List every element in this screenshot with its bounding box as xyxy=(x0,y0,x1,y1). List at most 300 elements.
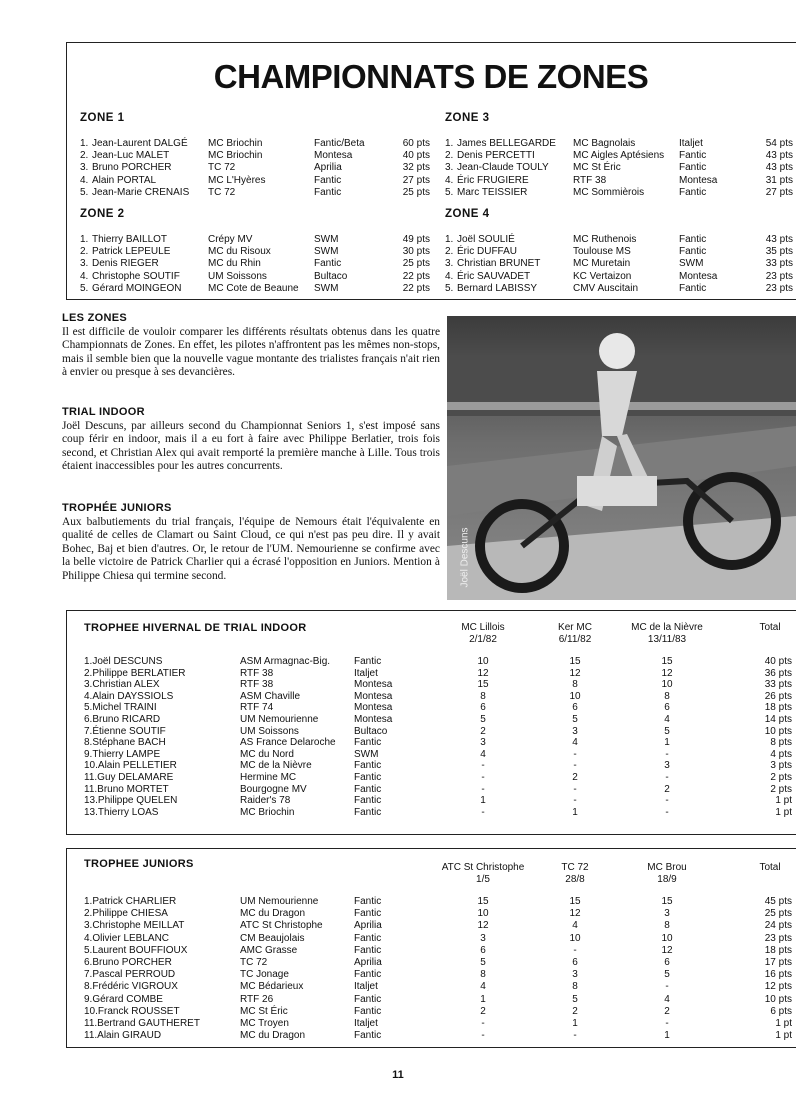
bike: Montesa xyxy=(314,150,353,162)
total-points: 10 pts xyxy=(764,993,792,1005)
bike: Italjet xyxy=(354,981,378,993)
event-3-points: - xyxy=(665,981,669,993)
total-points: 10 pts xyxy=(764,725,792,737)
total-points: 18 pts xyxy=(764,702,792,714)
rank: 2. xyxy=(445,150,454,162)
event-3-points: 8 xyxy=(664,920,670,932)
standings-row xyxy=(84,1030,796,1042)
zone-3-table xyxy=(445,138,793,199)
event-2-points: 3 xyxy=(572,725,578,737)
total-points: 33 pts xyxy=(764,679,792,691)
bike: Aprilia xyxy=(354,956,382,968)
club: MC du Nord xyxy=(240,748,294,760)
rank: 5. xyxy=(80,186,89,198)
rider-name: 9.Gérard COMBE xyxy=(84,993,163,1005)
points: 27 pts xyxy=(402,174,430,186)
bike: Fantic xyxy=(354,737,382,749)
rider-name: 8.Stéphane BACH xyxy=(84,737,166,749)
club: TC 72 xyxy=(208,186,236,198)
club: MC du Dragon xyxy=(240,1030,306,1042)
bike: Fantic xyxy=(354,795,382,807)
club: RTF 38 xyxy=(573,174,607,186)
rank: 1. xyxy=(445,138,454,149)
event-2-points: 4 xyxy=(572,920,578,932)
points: 25 pts xyxy=(402,186,430,198)
article-heading: TRIAL INDOOR xyxy=(62,406,145,418)
event-2-points: - xyxy=(573,783,577,795)
rider-name: 4.Olivier LEBLANC xyxy=(84,932,170,944)
event-2-points: 2 xyxy=(572,1005,578,1017)
points: 43 pts xyxy=(765,162,793,174)
club: MC du Rhin xyxy=(208,258,261,270)
points: 40 pts xyxy=(402,150,430,162)
points: 30 pts xyxy=(402,246,430,258)
rank: 5. xyxy=(445,282,454,294)
total-points: 14 pts xyxy=(764,713,792,725)
club: TC 72 xyxy=(208,162,236,174)
juniors-event-3: MC Brou 18/9 xyxy=(647,862,687,885)
total-points: 1 pt xyxy=(775,1030,792,1042)
event-1-points: - xyxy=(481,806,485,818)
rider-name: 2.Philippe CHIESA xyxy=(84,908,168,920)
standings-row xyxy=(84,957,796,969)
article-heading: TROPHÉE JUNIORS xyxy=(62,502,172,514)
club: KC Vertaizon xyxy=(573,270,632,282)
total-points: 2 pts xyxy=(770,783,792,795)
zone-2-table xyxy=(80,234,430,295)
club: UM Soissons xyxy=(208,270,267,282)
zone-4-table xyxy=(445,234,793,295)
rank: 4. xyxy=(445,270,454,282)
indoor-event-2: Ker MC 6/11/82 xyxy=(558,622,592,645)
rider-name: Jean-Luc MALET xyxy=(92,150,170,162)
rider-name: 11.Alain GIRAUD xyxy=(84,1030,162,1042)
bike: Fantic xyxy=(354,783,382,795)
event-2-points: 12 xyxy=(569,908,581,920)
zone-4-heading: ZONE 4 xyxy=(445,208,490,220)
event-3-points: 10 xyxy=(661,932,673,944)
club: Raider's 78 xyxy=(240,795,291,807)
club: MC du Risoux xyxy=(208,246,271,258)
club: UM Soissons xyxy=(240,725,299,737)
zone-result-row xyxy=(445,175,793,187)
rider-name: 1.Patrick CHARLIER xyxy=(84,896,177,907)
zone-result-row xyxy=(80,234,430,246)
rider-illustration xyxy=(447,316,796,600)
standings-row xyxy=(84,668,796,680)
event-3-points: 4 xyxy=(664,713,670,725)
zone-result-row xyxy=(445,258,793,270)
bike: Aprilia xyxy=(314,162,342,174)
bike: Fantic xyxy=(354,908,382,920)
rank: 4. xyxy=(445,174,454,186)
bike: SWM xyxy=(354,748,379,760)
total-points: 16 pts xyxy=(764,969,792,981)
indoor-event-1: MC Lillois 2/1/82 xyxy=(461,622,505,645)
rank: 1. xyxy=(445,234,454,245)
rider-name: Joël SOULIÉ xyxy=(457,234,515,245)
event-3-points: - xyxy=(665,771,669,783)
zone-result-row xyxy=(80,175,430,187)
event-1-points: 6 xyxy=(480,944,486,956)
event-1-points: 12 xyxy=(477,667,489,679)
bike: Fantic xyxy=(354,896,382,907)
rider-name: Christophe SOUTIF xyxy=(92,270,180,282)
article-trial-indoor xyxy=(62,406,440,474)
club: TC Jonage xyxy=(240,969,289,981)
event-2-points: 12 xyxy=(569,667,581,679)
event-3-points: 3 xyxy=(664,760,670,772)
rider-name: Bernard LABISSY xyxy=(457,282,538,294)
zone-result-row xyxy=(80,258,430,270)
club: Crépy MV xyxy=(208,234,253,245)
bike: Bultaco xyxy=(314,270,348,282)
event-1-points: 4 xyxy=(480,981,486,993)
rider-name: Jean-Marie CRENAIS xyxy=(92,186,190,198)
club: MC Aigles Aptésiens xyxy=(573,150,665,162)
standings-row xyxy=(84,908,796,920)
rank: 3. xyxy=(445,162,454,174)
event-3-points: - xyxy=(665,806,669,818)
club: MC L'Hyères xyxy=(208,174,266,186)
club: MC Briochin xyxy=(208,150,263,162)
club: RTF 74 xyxy=(240,702,274,714)
article-text: Joël Descuns, par ailleurs second du Championnat Seniors 1, s'est imposé sans coup férir en indoor, mais il a eu fort à faire avec Philippe Berlatier, trois fois second, et Christian Alex qui avait remporté la première manche à Lille. Tous trois étaient inaccessibles pour les autres concurrents. xyxy=(62,419,440,472)
points: 35 pts xyxy=(765,246,793,258)
points: 60 pts xyxy=(402,138,430,149)
total-points: 12 pts xyxy=(764,981,792,993)
rider-name: 1.Joël DESCUNS xyxy=(84,656,163,667)
club: AS France Delaroche xyxy=(240,737,336,749)
zone-result-row xyxy=(80,187,430,199)
bike: SWM xyxy=(314,282,339,294)
standings-row xyxy=(84,795,796,807)
rank: 3. xyxy=(445,258,454,270)
bike: Fantic xyxy=(354,656,382,667)
event-3-points: 5 xyxy=(664,969,670,981)
standings-row xyxy=(84,945,796,957)
club: MC St Éric xyxy=(573,162,621,174)
rider-name: 5.Laurent BOUFFIOUX xyxy=(84,944,188,956)
standings-row xyxy=(84,994,796,1006)
standings-row xyxy=(84,749,796,761)
club: ASM Armagnac-Big. xyxy=(240,656,331,667)
bike: Fantic xyxy=(354,944,382,956)
event-1-points: 15 xyxy=(477,896,489,907)
bike: SWM xyxy=(679,258,704,270)
club: MC St Éric xyxy=(240,1005,288,1017)
club: UM Nemourienne xyxy=(240,713,319,725)
event-2-points: 5 xyxy=(572,713,578,725)
standings-row xyxy=(84,1006,796,1018)
bike: SWM xyxy=(314,246,339,258)
event-2-points: 8 xyxy=(572,981,578,993)
bike: Fantic xyxy=(314,174,342,186)
points: 22 pts xyxy=(402,282,430,294)
rank: 2. xyxy=(445,246,454,258)
event-2-points: 5 xyxy=(572,993,578,1005)
total-points: 3 pts xyxy=(770,760,792,772)
event-2-points: 1 xyxy=(572,1017,578,1029)
bike: Italjet xyxy=(679,138,703,149)
rank: 1. xyxy=(80,138,89,149)
standings-row xyxy=(84,981,796,993)
rider-name: 4.Alain DAYSSIOLS xyxy=(84,690,174,702)
total-points: 1 pt xyxy=(775,795,792,807)
club: RTF 38 xyxy=(240,667,274,679)
standings-row xyxy=(84,933,796,945)
points: 43 pts xyxy=(765,234,793,245)
event-3-points: 6 xyxy=(664,702,670,714)
page-number: 11 xyxy=(392,1069,404,1081)
event-2-points: - xyxy=(573,795,577,807)
points: 23 pts xyxy=(765,270,793,282)
juniors-total-header: Total xyxy=(759,862,781,873)
rider-name: Christian BRUNET xyxy=(457,258,541,270)
indoor-event-3: MC de la Nièvre 13/11/83 xyxy=(631,622,703,645)
bike: Fantic xyxy=(679,282,707,294)
event-2-points: 1 xyxy=(572,806,578,818)
club: MC Cote de Beaune xyxy=(208,282,299,294)
event-1-points: - xyxy=(481,1030,485,1042)
club: MC de la Nièvre xyxy=(240,760,312,772)
club: AMC Grasse xyxy=(240,944,298,956)
club: Hermine MC xyxy=(240,771,297,783)
rider-name: Thierry BAILLOT xyxy=(92,234,168,245)
rider-name: Denis RIEGER xyxy=(92,258,159,270)
standings-row xyxy=(84,691,796,703)
event-3-points: 2 xyxy=(664,783,670,795)
standings-row xyxy=(84,679,796,691)
event-1-points: - xyxy=(481,1017,485,1029)
club: MC Ruthenois xyxy=(573,234,637,245)
rank: 3. xyxy=(80,258,89,270)
event-2-points: 4 xyxy=(572,737,578,749)
bike: Fantic xyxy=(354,806,382,818)
bike: Fantic xyxy=(354,932,382,944)
points: 27 pts xyxy=(765,186,793,198)
juniors-table xyxy=(84,896,796,1042)
rider-name: 13.Thierry LOAS xyxy=(84,806,159,818)
club: MC Muretain xyxy=(573,258,631,270)
event-3-points: 12 xyxy=(661,667,673,679)
total-points: 36 pts xyxy=(764,667,792,679)
standings-row xyxy=(84,807,796,819)
bike: Fantic xyxy=(354,969,382,981)
event-1-points: 15 xyxy=(477,679,489,691)
event-1-points: 3 xyxy=(480,932,486,944)
points: 23 pts xyxy=(765,282,793,294)
total-points: 26 pts xyxy=(764,690,792,702)
bike: Fantic/Beta xyxy=(314,138,365,149)
bike: Montesa xyxy=(354,679,393,691)
photo-credit: Joël Descuns xyxy=(459,527,471,588)
points: 31 pts xyxy=(765,174,793,186)
event-2-points: 2 xyxy=(572,771,578,783)
event-3-points: - xyxy=(665,748,669,760)
rider-name: 13.Philippe QUELEN xyxy=(84,795,178,807)
event-2-points: - xyxy=(573,944,577,956)
standings-row xyxy=(84,772,796,784)
event-1-points: 12 xyxy=(477,920,489,932)
zone-2-heading: ZONE 2 xyxy=(80,208,125,220)
event-1-points: 2 xyxy=(480,1005,486,1017)
bike: Fantic xyxy=(314,186,342,198)
zone-1-table xyxy=(80,138,430,199)
rider-name: 5.Michel TRAINI xyxy=(84,702,157,714)
rider-name: Gérard MOINGEON xyxy=(92,282,182,294)
total-points: 8 pts xyxy=(770,737,792,749)
total-points: 6 pts xyxy=(770,1005,792,1017)
standings-row xyxy=(84,1018,796,1030)
points: 49 pts xyxy=(402,234,430,245)
rank: 5. xyxy=(80,282,89,294)
club: MC Troyen xyxy=(240,1017,289,1029)
bike: Montesa xyxy=(354,690,393,702)
indoor-table xyxy=(84,656,796,818)
bike: Montesa xyxy=(679,270,718,282)
total-points: 4 pts xyxy=(770,748,792,760)
juniors-event-1: ATC St Christophe 1/5 xyxy=(441,862,525,885)
event-3-points: 12 xyxy=(661,944,673,956)
event-2-points: 6 xyxy=(572,702,578,714)
rider-name: 11.Bruno MORTET xyxy=(84,783,169,795)
points: 25 pts xyxy=(402,258,430,270)
bike: SWM xyxy=(314,234,339,245)
rider-name: Alain PORTAL xyxy=(92,174,157,186)
event-1-points: 10 xyxy=(477,908,489,920)
article-les-zones xyxy=(62,312,440,380)
total-points: 2 pts xyxy=(770,771,792,783)
zone-3-heading: ZONE 3 xyxy=(445,112,490,124)
total-points: 1 pt xyxy=(775,1017,792,1029)
bike: Fantic xyxy=(354,993,382,1005)
bike: Montesa xyxy=(679,174,718,186)
rider-name: Éric FRUGIERE xyxy=(457,174,529,186)
club: RTF 38 xyxy=(240,679,274,691)
zone-result-row xyxy=(445,234,793,246)
zone-result-row xyxy=(445,162,793,174)
event-3-points: - xyxy=(665,795,669,807)
bike: Fantic xyxy=(314,258,342,270)
points: 54 pts xyxy=(765,138,793,149)
bike: Italjet xyxy=(354,667,378,679)
total-points: 18 pts xyxy=(764,944,792,956)
rank: 3. xyxy=(80,162,89,174)
total-points: 45 pts xyxy=(764,896,792,907)
club: MC Sommièrois xyxy=(573,186,645,198)
zone-result-row xyxy=(445,271,793,283)
rider-name: 11.Guy DELAMARE xyxy=(84,771,174,783)
standings-row xyxy=(84,760,796,772)
event-2-points: - xyxy=(573,748,577,760)
bike: Italjet xyxy=(354,1017,378,1029)
club: Bourgogne MV xyxy=(240,783,307,795)
rider-name: 10.Franck ROUSSET xyxy=(84,1005,180,1017)
bike: Fantic xyxy=(354,1030,382,1042)
standings-row xyxy=(84,737,796,749)
club: CMV Auscitain xyxy=(573,282,639,294)
zone-result-row xyxy=(445,246,793,258)
bike: Fantic xyxy=(679,246,707,258)
club: ATC St Christophe xyxy=(240,920,323,932)
rider-name: 3.Christian ALEX xyxy=(84,679,160,691)
club: MC Bagnolais xyxy=(573,138,636,149)
total-points: 1 pt xyxy=(775,806,792,818)
event-2-points: 8 xyxy=(572,679,578,691)
standings-row xyxy=(84,702,796,714)
rank: 4. xyxy=(80,270,89,282)
event-3-points: 2 xyxy=(664,1005,670,1017)
event-2-points: - xyxy=(573,1030,577,1042)
article-heading: LES ZONES xyxy=(62,312,128,324)
rider-name: 11.Bertrand GAUTHERET xyxy=(84,1017,200,1029)
rider-name: Jean-Claude TOULY xyxy=(457,162,549,174)
event-2-points: 6 xyxy=(572,956,578,968)
standings-row xyxy=(84,714,796,726)
rank: 4. xyxy=(80,174,89,186)
event-3-points: 5 xyxy=(664,725,670,737)
zone-result-row xyxy=(80,246,430,258)
zone-result-row xyxy=(80,138,430,150)
rank: 1. xyxy=(80,234,89,245)
article-text: Aux balbutiements du trial français, l'équipe de Nemours était l'équivalente en qualité de celles de Clamart ou Saint Cloud, ce qui n'est pas peu dire. Il y avait Bohec, Baj et bien d'autres. Or, le retour de l'UM. Nemourienne se confirme avec la belle victoire de Patrick Charlier qui a écrasé l'opposition en Juniors. Mention à Philippe Chiesa qui termine second. xyxy=(62,515,440,582)
bike: Montesa xyxy=(354,702,393,714)
event-3-points: 3 xyxy=(664,908,670,920)
event-1-points: 1 xyxy=(480,993,486,1005)
points: 33 pts xyxy=(765,258,793,270)
rider-name: James BELLEGARDE xyxy=(457,138,556,149)
event-2-points: 15 xyxy=(569,656,581,667)
club: MC du Dragon xyxy=(240,908,306,920)
event-1-points: 4 xyxy=(480,748,486,760)
bike: Fantic xyxy=(679,234,707,245)
indoor-trophy-title: TROPHEE HIVERNAL DE TRIAL INDOOR xyxy=(84,622,307,634)
event-1-points: 8 xyxy=(480,690,486,702)
event-3-points: 15 xyxy=(661,656,673,667)
article-trophee-juniors xyxy=(62,502,440,583)
event-1-points: 6 xyxy=(480,702,486,714)
event-2-points: - xyxy=(573,760,577,772)
juniors-event-2: TC 72 28/8 xyxy=(561,862,589,885)
club: TC 72 xyxy=(240,956,268,968)
standings-row xyxy=(84,656,796,668)
rider-name: 2.Philippe BERLATIER xyxy=(84,667,186,679)
event-1-points: 10 xyxy=(477,656,489,667)
event-1-points: 1 xyxy=(480,795,486,807)
event-3-points: 4 xyxy=(664,993,670,1005)
zone-result-row xyxy=(80,150,430,162)
rider-name: 8.Frédéric VIGROUX xyxy=(84,981,178,993)
rider-name: 6.Bruno RICARD xyxy=(84,713,161,725)
event-3-points: - xyxy=(665,1017,669,1029)
standings-row xyxy=(84,726,796,738)
rider-name: Denis PERCETTI xyxy=(457,150,535,162)
bike: Fantic xyxy=(354,1005,382,1017)
bike: Fantic xyxy=(354,771,382,783)
bike: Fantic xyxy=(679,150,707,162)
zone-result-row xyxy=(445,150,793,162)
total-points: 25 pts xyxy=(764,908,792,920)
rider-name: Marc TEISSIER xyxy=(457,186,528,198)
standings-row xyxy=(84,896,796,908)
total-points: 40 pts xyxy=(764,656,792,667)
rider-name: Éric SAUVADET xyxy=(457,270,531,282)
bike: Fantic xyxy=(354,760,382,772)
rank: 2. xyxy=(80,246,89,258)
club: Toulouse MS xyxy=(573,246,631,258)
standings-row xyxy=(84,969,796,981)
